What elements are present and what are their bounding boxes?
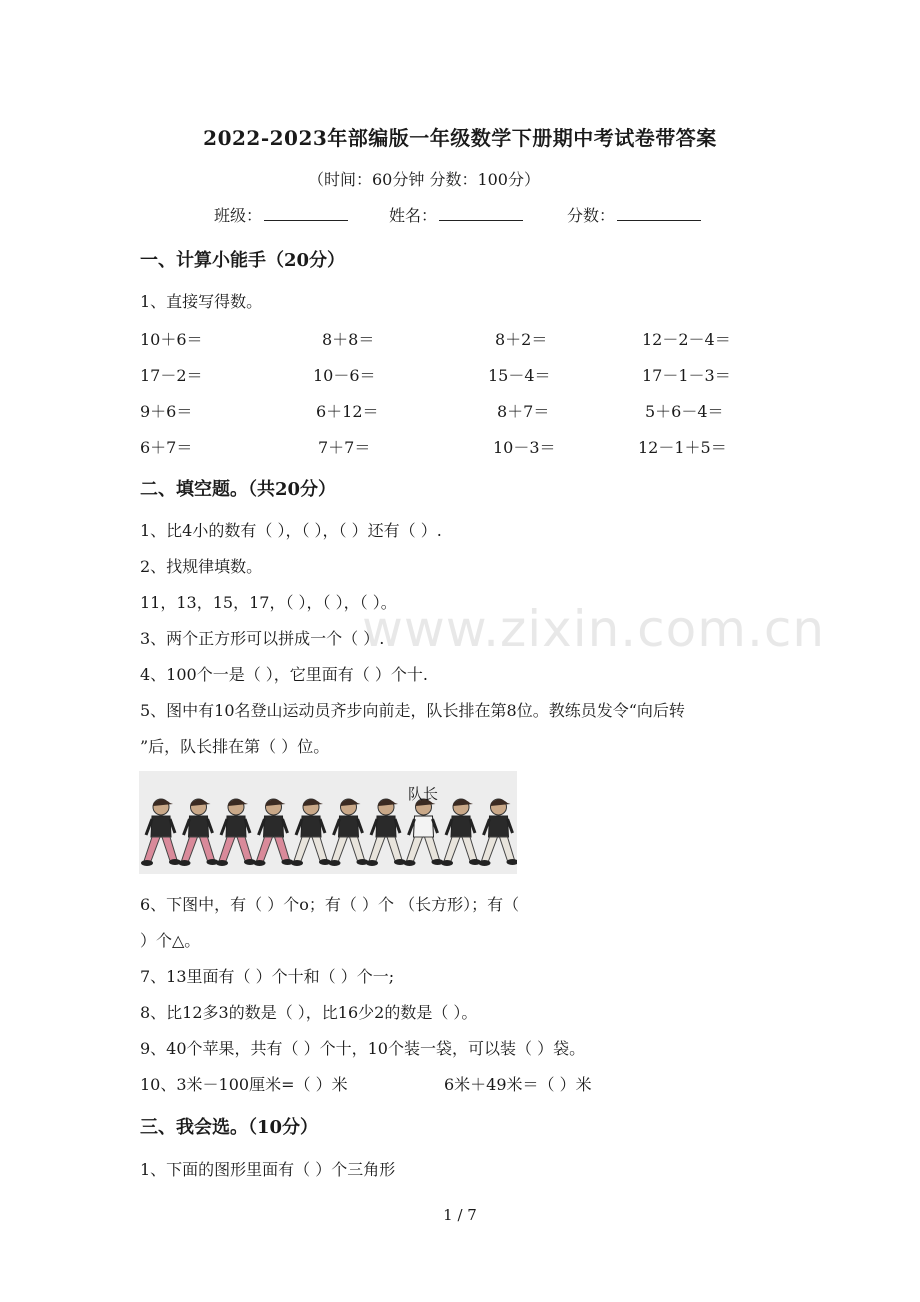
equation: 17－2＝	[140, 366, 203, 385]
climber-figure	[404, 799, 444, 866]
captain-label: 队长	[408, 785, 439, 803]
s1-question-1: 1、直接写得数。	[140, 292, 263, 311]
s2-question-4: 4、100个一是（ ），它里面有（ ）个十.	[140, 665, 428, 684]
class-field	[214, 203, 348, 226]
s2-question-10a: 10、3米－100厘米=（ ）米	[140, 1075, 348, 1094]
s2-question-5-line2: ”后，队长排在第（ ）位。	[140, 737, 330, 756]
equation: 8＋8＝	[322, 330, 375, 349]
section-3-title: 三、我会选。（10分）	[140, 1117, 319, 1138]
equation: 9＋6＝	[140, 402, 193, 421]
s3-question-1: 1、下面的图形里面有（ ）个三角形	[140, 1160, 396, 1179]
equation: 5＋6－4＝	[645, 402, 724, 421]
name-label: 姓名：	[389, 206, 438, 225]
climber-figure	[216, 799, 256, 866]
climber-figure	[479, 799, 518, 866]
page-number: 1 / 7	[443, 1206, 477, 1224]
climber-figure	[141, 799, 181, 866]
equation: 12－1＋5＝	[638, 438, 727, 457]
equation: 10－6＝	[313, 366, 376, 385]
equation: 15－4＝	[488, 366, 551, 385]
score-blank	[617, 206, 701, 221]
equation: 6＋7＝	[140, 438, 193, 457]
equation: 10＋6＝	[140, 330, 203, 349]
s2-question-2: 2、找规律填数。	[140, 557, 263, 576]
climbers-illustration	[139, 771, 517, 874]
climber-figure	[254, 799, 294, 866]
section-2-title: 二、填空题。（共20分）	[140, 479, 337, 500]
class-label: 班级：	[214, 206, 263, 225]
name-blank	[439, 206, 523, 221]
climber-figure	[329, 799, 369, 866]
s2-question-5-line1: 5、图中有10名登山运动员齐步向前走，队长排在第8位。教练员发令“向后转	[140, 701, 685, 720]
s2-question-3: 3、两个正方形可以拼成一个（ ）.	[140, 629, 385, 648]
s2-question-8: 8、比12多3的数是（ ），比16少2的数是（ ）。	[140, 1003, 478, 1022]
exam-time-score: （时间：60分钟 分数：100分）	[308, 170, 540, 189]
equation: 8＋2＝	[495, 330, 548, 349]
equation: 6＋12＝	[316, 402, 379, 421]
s2-question-10b: 6米＋49米＝（ ）米	[444, 1075, 592, 1094]
class-blank	[264, 206, 348, 221]
equation: 7＋7＝	[318, 438, 371, 457]
climber-figure	[441, 799, 481, 866]
watermark: www.zixin.com.cn	[362, 600, 826, 658]
s2-question-7: 7、13里面有（ ）个十和（ ）个一;	[140, 967, 395, 986]
equation: 17－1－3＝	[642, 366, 731, 385]
equation: 10－3＝	[493, 438, 556, 457]
climbers-figure	[139, 771, 517, 874]
name-field	[389, 203, 523, 226]
score-field	[567, 203, 701, 226]
equation: 8＋7＝	[497, 402, 550, 421]
s2-question-1: 1、比4小的数有（ ），（ ），（ ）还有（ ）.	[140, 521, 442, 540]
s2-question-9: 9、40个苹果，共有（ ）个十，10个装一袋，可以装（ ）袋。	[140, 1039, 586, 1058]
s2-question-6-line1: 6、下图中，有（ ）个o；有（ ）个 （长方形）；有（	[140, 895, 520, 914]
score-label: 分数：	[567, 206, 616, 225]
page-title: 2022-2023年部编版一年级数学下册期中考试卷带答案	[203, 126, 717, 150]
section-1-title: 一、计算小能手（20分）	[140, 250, 346, 271]
equation: 12－2－4＝	[642, 330, 731, 349]
s2-question-6-line2: ）个△。	[140, 931, 201, 950]
climber-figure	[366, 799, 406, 866]
climber-figure	[179, 799, 219, 866]
climber-figure	[291, 799, 331, 866]
s2-question-2-sequence: 11，13，15，17，（ ），（ ），（ ）。	[140, 593, 397, 612]
